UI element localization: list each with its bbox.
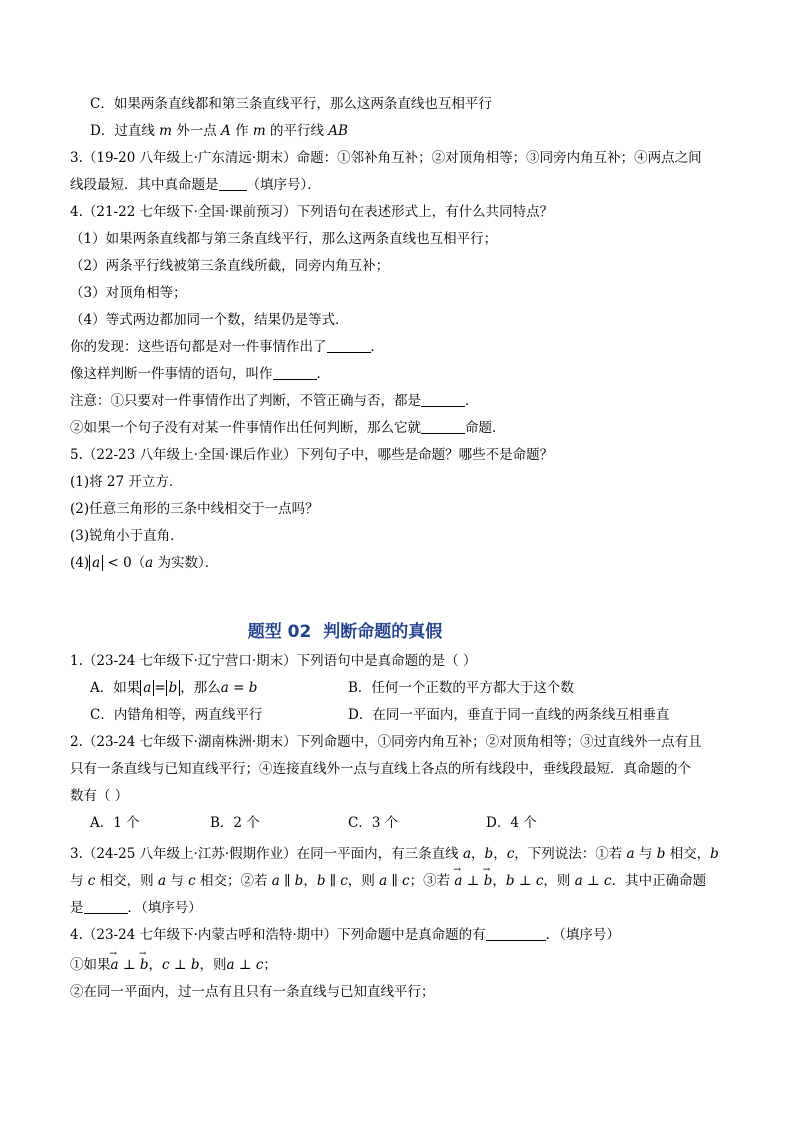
p1-options-ab bbox=[90, 678, 770, 698]
p2-line2: 只有一条直线与已知直线平行；④连接直线外一点与直线上各点的所有线段中，垂线段最短．真命题的个 bbox=[70, 761, 691, 777]
q4-item1: （1）如果两条直线都与第三条直线平行，那么这两条直线也互相平行； bbox=[70, 231, 498, 247]
option-c: C．如果两条直线都和第三条直线平行，那么这两条直线也互相平行 bbox=[90, 96, 492, 112]
q3-line2: 线段最短．其中真命题是 （填序号）． bbox=[70, 177, 321, 193]
p4-stem: 4.（23-24 七年级下·内蒙古呼和浩特·期中）下列命题中是真命题的有 ．（填序号） bbox=[70, 927, 620, 943]
p1-option-c: C．内错角相等，两直线平行 bbox=[90, 707, 263, 723]
p1-option-b: B．任何一个正数的平方都大于这个数 bbox=[348, 680, 574, 696]
p2-option-d: D．4 个 bbox=[486, 815, 537, 831]
p1-options-cd bbox=[90, 705, 770, 725]
p2-option-c: C．3 个 bbox=[348, 815, 399, 831]
answer-blank[interactable] bbox=[84, 899, 128, 914]
q4-stem: 4.（21-22 七年级下·全国·课前预习）下列语句在表述形式上，有什么共同特点？ bbox=[70, 204, 554, 220]
answer-blank[interactable] bbox=[327, 338, 371, 353]
p1-stem: 1.（23-24 七年级下·辽宁营口·期末）下列语句中是真命题的是（ ） bbox=[70, 653, 477, 669]
p3-line3: 是 ．（填序号） bbox=[70, 900, 202, 916]
option-d: D．过直线 m 外一点 A 作 m 的平行线 AB bbox=[90, 123, 348, 139]
q5-item3: (3)锐角小于直角． bbox=[70, 528, 184, 544]
q5-stem: 5.（22-23 八年级上·全国·课后作业）下列句子中，哪些是命题？哪些不是命题？ bbox=[70, 447, 554, 463]
q4-item4: （4）等式两边都加同一个数，结果仍是等式． bbox=[70, 312, 349, 328]
answer-blank[interactable] bbox=[486, 926, 546, 941]
section-heading: 题型 02 判断命题的真假 bbox=[247, 622, 443, 642]
answer-blank[interactable] bbox=[219, 176, 247, 191]
q4-note2: ②如果一个句子没有对某一件事情作出任何判断，那么它就 命题． bbox=[70, 420, 506, 436]
q4-judge: 像这样判断一件事情的语句，叫作 ． bbox=[70, 366, 330, 382]
p4-item2: ②在同一平面内，过一点有且只有一条直线与已知直线平行； bbox=[70, 984, 435, 1000]
q3-line1: 3.（19-20 八年级上·广东清远·期末）命题：①邻补角互补；②对顶角相等；③同旁内角互补；④两点之间 bbox=[70, 150, 702, 166]
q4-discover: 你的发现：这些语句都是对一件事情作出了 ． bbox=[70, 339, 384, 355]
q5-item4: (4) a < 0（a 为实数）． bbox=[70, 555, 219, 571]
p2-option-a: A．1 个 bbox=[90, 815, 140, 831]
q5-item1: (1)将 27 开立方． bbox=[70, 474, 183, 490]
q4-item2: （2）两条平行线被第三条直线所截，同旁内角互补； bbox=[70, 258, 390, 274]
p1-option-a: A．如果 a = b ，那么a = b bbox=[90, 680, 258, 696]
p3-line1: 3.（24-25 八年级上·江苏·假期作业）在同一平面内，有三条直线 a，b，c，下列说法：①若 a 与 b 相交，b bbox=[70, 846, 719, 862]
p2-option-b: B．2 个 bbox=[210, 815, 260, 831]
p2-line3: 数有（ ） bbox=[70, 788, 129, 804]
q5-item2: (2)任意三角形的三条中线相交于一点吗？ bbox=[70, 501, 319, 517]
answer-blank[interactable] bbox=[273, 365, 317, 380]
p1-option-d: D．在同一平面内，垂直于同一直线的两条线互相垂直 bbox=[348, 707, 670, 723]
p3-line2: 与 c 相交，则 a 与 c 相交；②若 a ∥ b，b ∥ c，则 a ∥ c；③若 → a ⊥ → b，b ⊥ c，则 a ⊥ c．其中正确命题 bbox=[70, 871, 750, 891]
q4-note1: 注意：①只要对一件事情作出了判断，不管正确与否，都是 ． bbox=[70, 393, 479, 409]
answer-blank[interactable] bbox=[421, 392, 465, 407]
answer-blank[interactable] bbox=[421, 419, 465, 434]
p2-line1: 2.（23-24 七年级下·湖南株洲·期末）下列命题中，①同旁内角互补；②对顶角相等；③过直线外一点有且 bbox=[70, 734, 702, 750]
q4-item3: （3）对顶角相等； bbox=[70, 285, 187, 301]
p4-item1: ①如果→ a ⊥ → b，c ⊥ b，则a ⊥ c； bbox=[70, 955, 750, 975]
p2-options bbox=[90, 813, 770, 833]
